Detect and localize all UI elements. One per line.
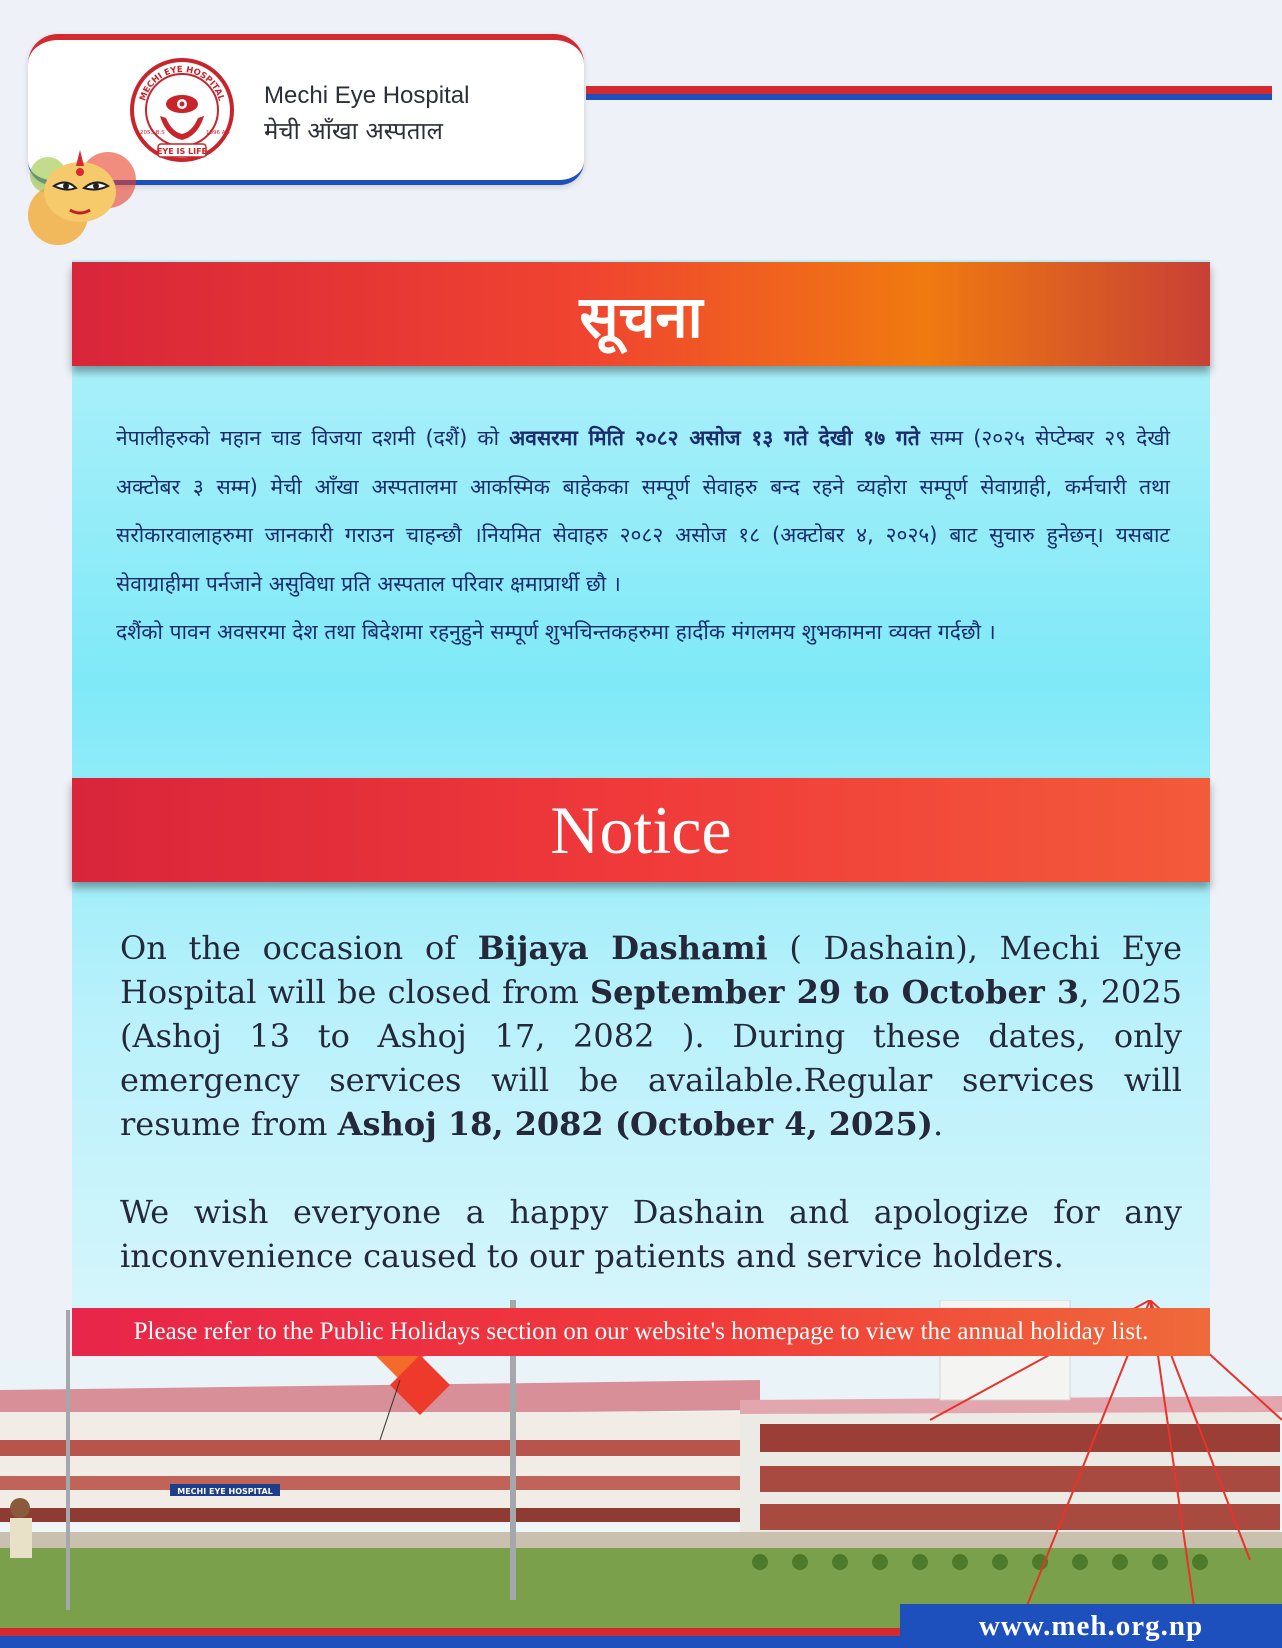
english-paragraph-2: We wish everyone a happy Dashain and apologize for any inconvenience caused to our patients and service holders. bbox=[120, 1193, 1182, 1275]
footer-stripe-blue bbox=[0, 1636, 900, 1648]
hospital-name-nepali: मेची आँखा अस्पताल bbox=[264, 117, 443, 145]
svg-text:EYE IS LIFE: EYE IS LIFE bbox=[156, 147, 208, 156]
svg-text:MECHI EYE HOSPITAL: MECHI EYE HOSPITAL bbox=[177, 1487, 273, 1496]
nepali-notice-title: सूचना bbox=[579, 282, 703, 351]
nepali-notice-banner bbox=[72, 262, 1210, 366]
svg-text:2053 B.S: 2053 B.S bbox=[140, 130, 165, 136]
holiday-list-note bbox=[72, 1308, 1210, 1356]
nepali-paragraph-2: दशैंको पावन अवसरमा देश तथा बिदेशमा रहनुहुने सम्पूर्ण शुभचिन्तकहरुमा हार्दीक मंगलमय शुभकामना व्यक्त गर्दछौ । bbox=[116, 620, 996, 644]
website-url[interactable]: www.meh.org.np bbox=[978, 1609, 1204, 1642]
english-notice-title: Notice bbox=[550, 791, 732, 868]
header-stripe-blue bbox=[586, 94, 1272, 100]
nepali-notice-body bbox=[116, 414, 1170, 657]
english-notice-banner bbox=[72, 778, 1210, 882]
header-stripe-red bbox=[586, 86, 1272, 94]
english-paragraph-1: On the occasion of Bijaya Dashami ( Dashain), Mechi Eye Hospital will be closed from September 29 to October 3, 2025 (Ashoj 13 to Ashoj 17, 2082 ). During these dates, only emergency services will be available.Regular services will resume from Ashoj 18, 2082 (October 4, 2025). bbox=[120, 929, 1183, 1143]
svg-text:1996 AD: 1996 AD bbox=[206, 130, 230, 136]
svg-text:MECHI EYE HOSPITAL: MECHI EYE HOSPITAL bbox=[138, 64, 226, 103]
footer-stripe-red bbox=[0, 1628, 900, 1636]
goddess-face-illustration bbox=[18, 120, 148, 250]
nepali-paragraph-1: नेपालीहरुको महान चाड विजया दशमी (दशैं) को अवसरमा मिति २०८२ असोज १३ गते देखी १७ गते सम्म (२०२५ सेप्टेम्बर २९ देखी अक्टोबर ३ सम्म) मेची आँखा अस्पतालमा आकस्मिक बाहेकका सम्पूर्ण सेवाहरु बन्द रहने व्यहोरा सम्पूर्ण सेवाग्राही, कर्मचारी तथा सरोकारवालाहरुमा जानकारी गराउन चाहन्छौ ।नियमित सेवाहरु २०८२ असोज १८ (अक्टोबर ४, २०२५) बाट सुचारु हुनेछन्। यसबाट सेवाग्राहीमा पर्नजाने असुविधा प्रति अस्पताल परिवार क्षमाप्रार्थी छौ । bbox=[116, 426, 1171, 596]
hospital-name-english: Mechi Eye Hospital bbox=[264, 82, 470, 109]
website-url-box[interactable] bbox=[900, 1604, 1282, 1648]
english-notice-body bbox=[120, 926, 1182, 1322]
holiday-list-note-text: Please refer to the Public Holidays section on our website's homepage to view the annual holiday list. bbox=[133, 1318, 1149, 1345]
